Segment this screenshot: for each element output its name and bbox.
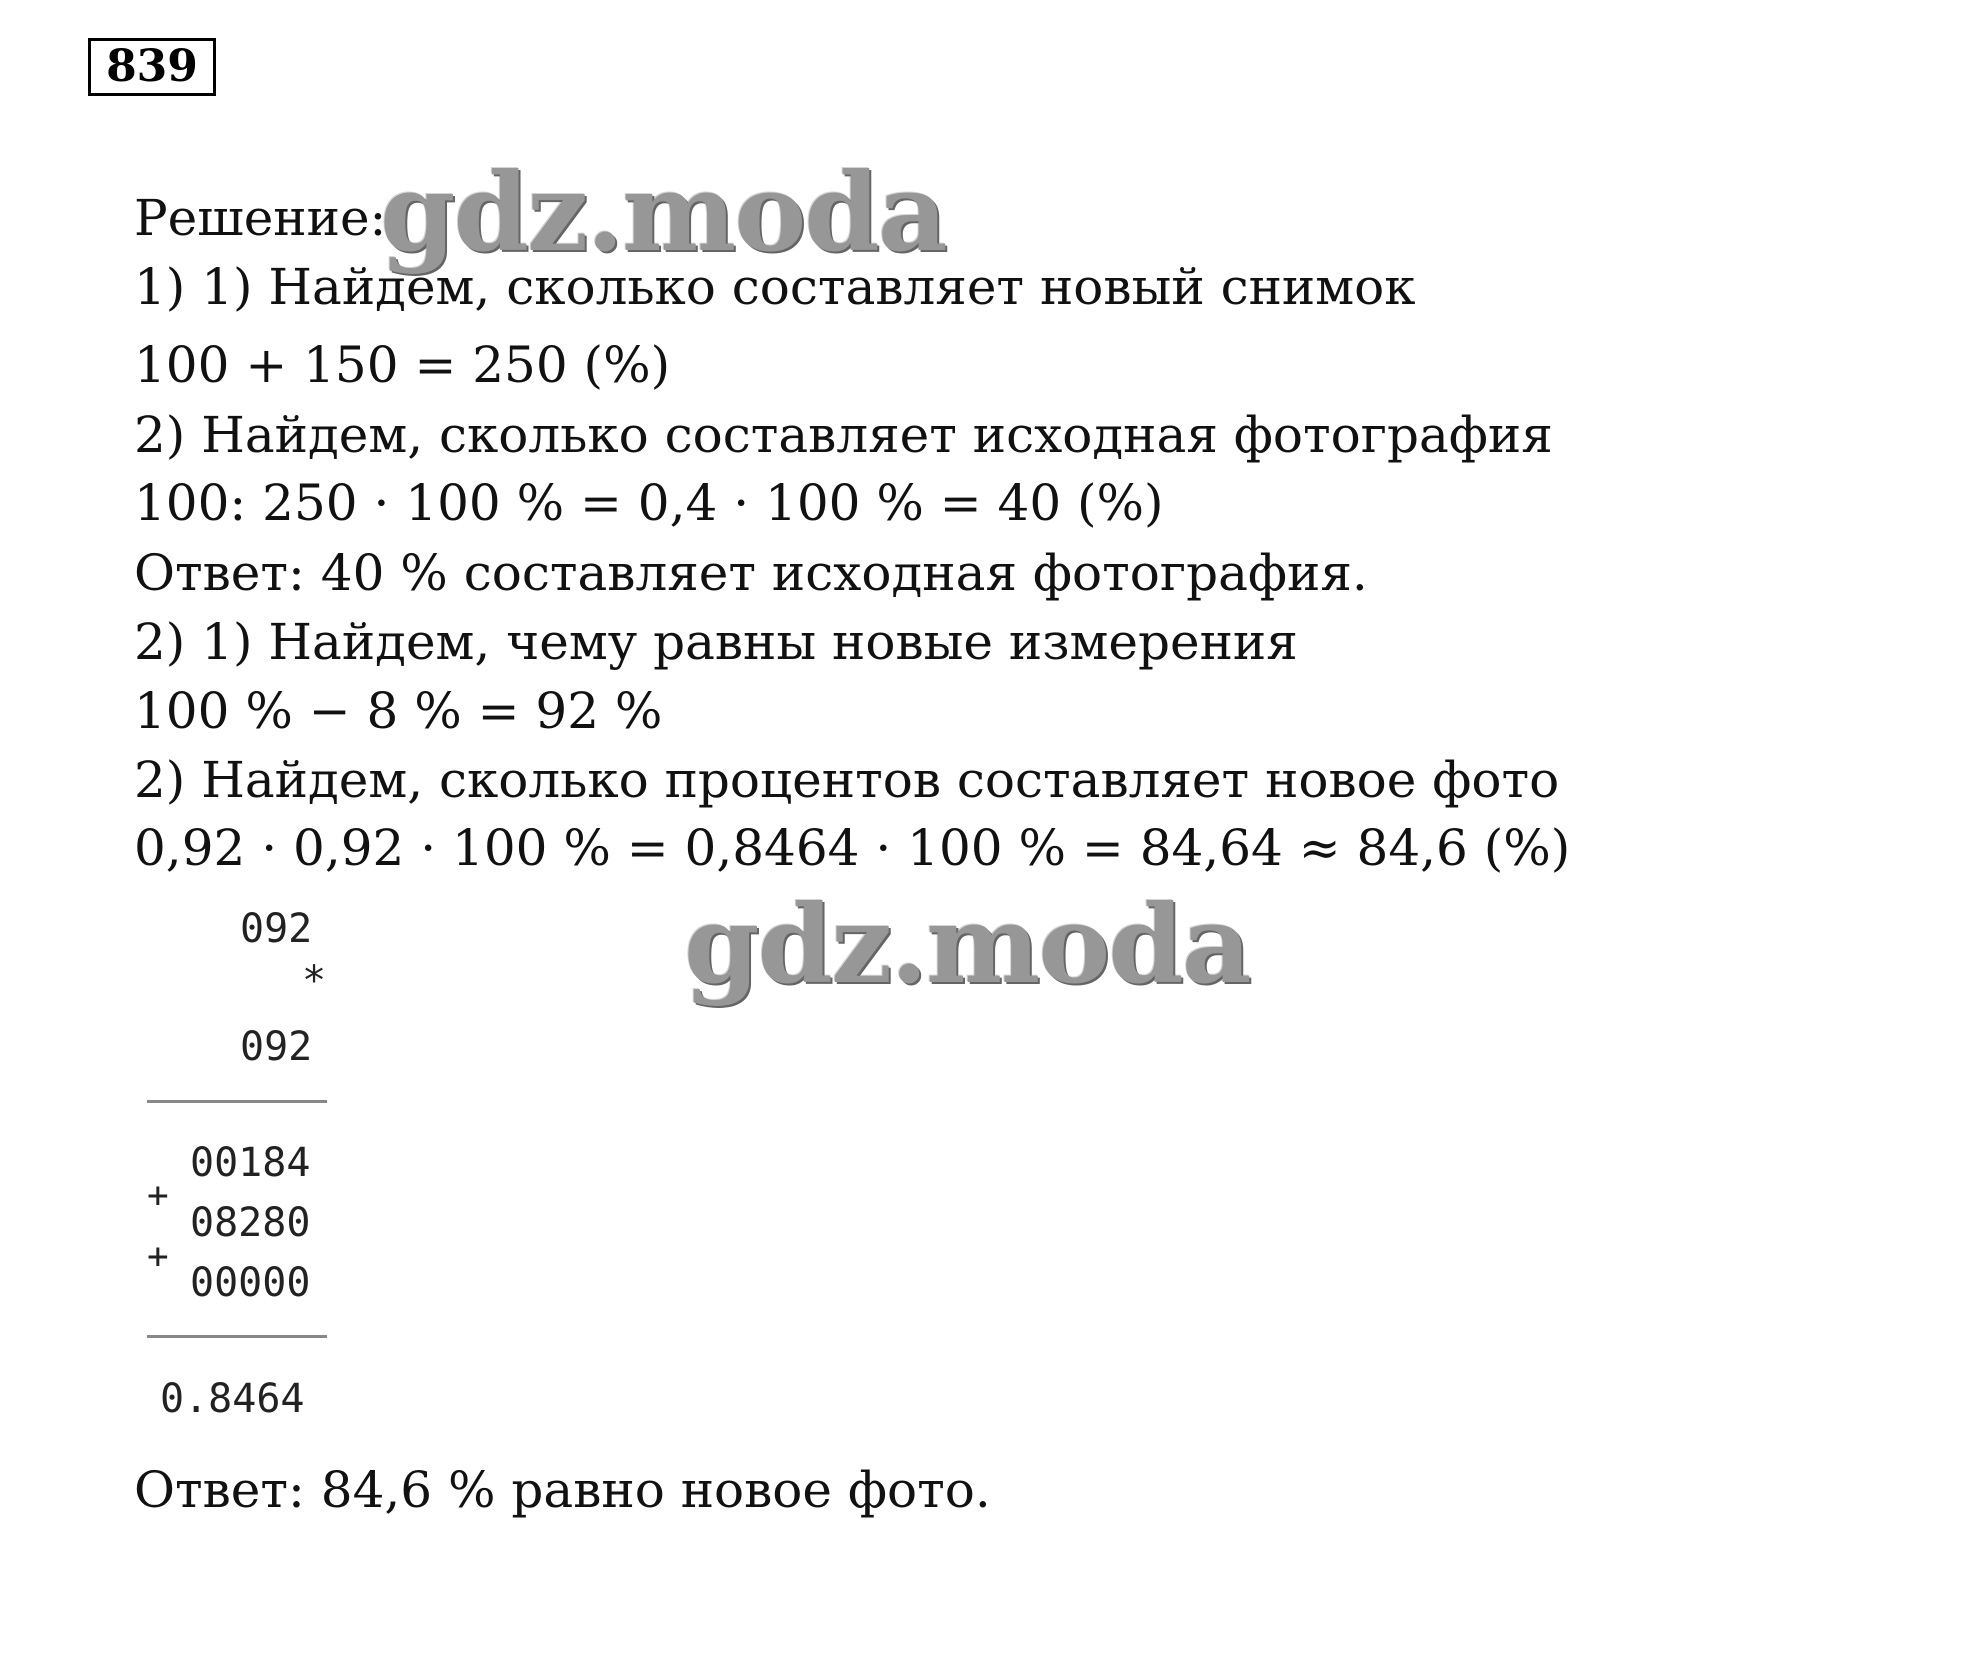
step-2-2-formula: 0,92 · 0,92 · 100 % = 0,8464 · 100 % = 84,64 ≈ 84,6 (%): [134, 819, 1571, 877]
step-2-2-text: 2) Найдем, сколько процентов составляет новое фото: [134, 751, 1560, 809]
answer-1: Ответ: 40 % составляет исходная фотография.: [134, 544, 1368, 602]
problem-number: 839: [88, 38, 216, 96]
watermark-2: gdz.moda: [684, 882, 1250, 1008]
answer-2: Ответ: 84,6 % равно новое фото.: [134, 1461, 991, 1519]
step-1-1-formula: 100 + 150 = 250 (%): [134, 336, 671, 394]
mult-partial-3: 00000: [190, 1260, 311, 1306]
step-1-2-formula: 100: 250 · 100 % = 0,4 · 100 % = 40 (%): [134, 474, 1164, 532]
solution-heading: Решение:: [134, 189, 387, 247]
mult-operator: *: [302, 958, 327, 1004]
mult-operand-1: 092: [240, 906, 313, 952]
step-2-1-text: 2) 1) Найдем, чему равны новые измерения: [134, 613, 1298, 671]
watermark: gdz.moda: [380, 150, 946, 276]
step-1-2-text: 2) Найдем, сколько составляет исходная фотография: [134, 406, 1553, 464]
mult-plus-2: +: [147, 1236, 169, 1277]
mult-partial-2: 08280: [190, 1200, 311, 1246]
mult-plus-1: +: [147, 1175, 169, 1216]
step-1-1-text: 1) 1) Найдем, сколько составляет новый снимок: [134, 258, 1416, 316]
mult-operand-2: 092: [240, 1024, 313, 1070]
mult-partial-1: 00184: [190, 1140, 311, 1186]
mult-result: 0.8464: [160, 1376, 305, 1422]
step-2-1-formula: 100 % − 8 % = 92 %: [134, 682, 663, 740]
mult-rule-1: [147, 1100, 327, 1103]
mult-rule-2: [147, 1335, 327, 1338]
